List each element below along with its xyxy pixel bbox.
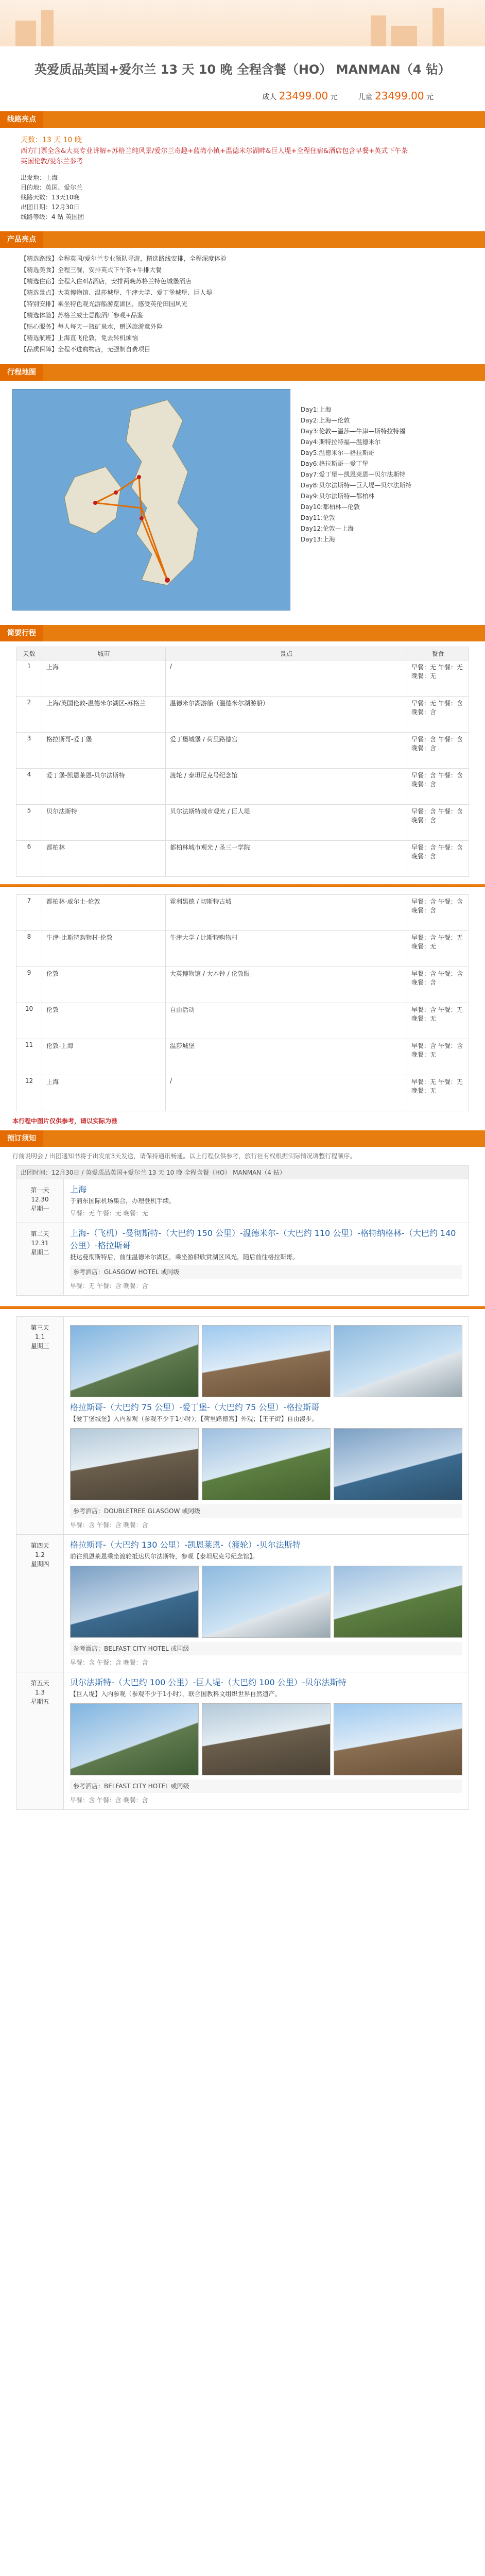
day-row xyxy=(16,1179,469,1223)
day-hotel: 参考酒店：BELFAST CITY HOTEL 或同级 xyxy=(70,1642,462,1655)
cell-city: 贝尔法斯特 xyxy=(42,805,166,841)
intro-bar xyxy=(0,111,485,128)
photo-row xyxy=(70,1325,462,1397)
table-row xyxy=(16,733,469,769)
cell-city: 伦敦-上海 xyxy=(42,1039,166,1075)
feature-item: 【品质保障】全程不进购物店，无强制自费项目 xyxy=(21,346,151,353)
feature-item: 【精选美食】全程三餐，安排英式下午茶+牛排大餐 xyxy=(21,266,162,274)
day-hotel: 参考酒店：BELFAST CITY HOTEL 或同级 xyxy=(70,1780,462,1793)
day-hotel: 参考酒店：GLASGOW HOTEL 或同级 xyxy=(70,1265,462,1279)
table-row xyxy=(16,1075,469,1111)
table-row xyxy=(16,697,469,733)
map-bar xyxy=(0,364,485,381)
map-legend-item: Day13:上海 xyxy=(301,536,336,543)
info-line: 出发地：上海 xyxy=(21,174,58,181)
intro-highlight-line: 英国伦敦/爱尔兰参考 xyxy=(21,158,83,165)
info-line: 目的地：英国、爱尔兰 xyxy=(21,184,83,191)
info-line: 线路等级：4 钻 英国团 xyxy=(21,213,84,221)
day-label: 第一天 12.30 星期一 xyxy=(16,1179,64,1223)
cell-meals: 早餐：含 午餐：无 晚餐：无 xyxy=(407,931,469,967)
intro-tag: 线路亮点 xyxy=(0,111,43,128)
cell-city: 伦敦 xyxy=(42,967,166,1003)
cell-spots: 自由活动 xyxy=(166,1003,407,1039)
cell-day: 2 xyxy=(16,697,42,733)
table-row xyxy=(16,660,469,697)
map-legend xyxy=(301,404,411,545)
schedule-table xyxy=(16,647,469,877)
cell-day: 6 xyxy=(16,841,42,877)
cell-city: 上海/英国伦敦-温德米尔湖区-苏格兰 xyxy=(42,697,166,733)
cell-meals: 早餐：无 午餐：无 晚餐：无 xyxy=(407,660,469,697)
cell-meals: 早餐：含 午餐：含 晚餐：含 xyxy=(407,895,469,931)
cell-spots: 温莎城堡 xyxy=(166,1039,407,1075)
cell-meals: 早餐：含 午餐：含 晚餐：无 xyxy=(407,1039,469,1075)
cell-city: 格拉斯哥-爱丁堡 xyxy=(42,733,166,769)
map-legend-item: Day2:上海—伦敦 xyxy=(301,417,350,424)
day-route: 格拉斯哥-（大巴约 75 公里）-爱丁堡-（大巴约 75 公里）-格拉斯哥 xyxy=(70,1402,320,1412)
info-line: 出团日期：12月30日 xyxy=(21,204,80,211)
cell-day: 5 xyxy=(16,805,42,841)
day-route: 格拉斯哥-（大巴约 130 公里）-凯恩莱恩-（渡轮）-贝尔法斯特 xyxy=(70,1540,301,1550)
divider-bar xyxy=(0,884,485,887)
photo-disclaimer: 本行程中图片仅供参考，请以实际为准 xyxy=(12,1117,118,1125)
cell-meals: 早餐：无 午餐：含 晚餐：含 xyxy=(407,697,469,733)
cell-meals: 早餐：含 午餐：含 晚餐：含 xyxy=(407,967,469,1003)
schedule-table-continued xyxy=(16,894,469,1111)
map-legend-item: Day6:格拉斯哥—爱丁堡 xyxy=(301,460,369,467)
col-header: 景点 xyxy=(166,647,407,660)
cell-meals: 早餐：含 午餐：含 晚餐：含 xyxy=(407,805,469,841)
map-legend-item: Day10:都柏林—伦敦 xyxy=(301,503,360,511)
adult-price xyxy=(262,90,337,102)
table-row xyxy=(16,931,469,967)
notice-tag: 预订须知 xyxy=(0,1130,43,1147)
day-meals: 早餐：含 午餐：含 晚餐：含 xyxy=(70,1521,148,1529)
day-text: 【爱丁堡城堡】入内参观（参观不少于1小时）；【荷里路德宫】外观；【王子街】自由漫步。 xyxy=(70,1415,318,1422)
adult-price-unit: 元 xyxy=(330,93,338,101)
cell-spots: 爱丁堡城堡 / 荷里路德宫 xyxy=(166,733,407,769)
day-text: 抵达曼彻斯特后，前往温德米尔湖区，乘坐游船欣赏湖区风光，随后前往格拉斯哥。 xyxy=(70,1253,299,1261)
photo-row xyxy=(70,1703,462,1775)
map-legend-item: Day1:上海 xyxy=(301,406,332,413)
day-hotel: 参考酒店：DOUBLETREE GLASGOW 或同级 xyxy=(70,1504,462,1518)
cell-day: 8 xyxy=(16,931,42,967)
table-row xyxy=(16,1039,469,1075)
day-meals: 早餐：含 午餐：含 晚餐：含 xyxy=(70,1659,148,1666)
cell-city: 都柏林 xyxy=(42,841,166,877)
cell-spots: 都柏林城市观光 / 圣三一学院 xyxy=(166,841,407,877)
day-body xyxy=(64,1317,469,1534)
scenery-photo xyxy=(334,1703,462,1775)
map-tag: 行程地图 xyxy=(0,364,43,381)
cell-spots: 霍利黑德 / 切斯特古城 xyxy=(166,895,407,931)
cell-day: 10 xyxy=(16,1003,42,1039)
notice-bar xyxy=(0,1130,485,1147)
scenery-photo xyxy=(202,1428,331,1500)
day-text: 前往凯恩莱恩乘坐渡轮抵达贝尔法斯特，参观【泰坦尼克号纪念馆】。 xyxy=(70,1553,259,1560)
itinerary-panel xyxy=(16,1165,469,1296)
itinerary-panel-2 xyxy=(16,1316,469,1810)
day-meals: 早餐：含 午餐：含 晚餐：含 xyxy=(70,1797,148,1804)
cell-spots: 温德米尔湖游船（温德米尔湖游船） xyxy=(166,697,407,733)
feature-list xyxy=(21,253,464,355)
table-row xyxy=(16,769,469,805)
divider-bar xyxy=(0,1306,485,1309)
table-row xyxy=(16,967,469,1003)
table-row xyxy=(16,1003,469,1039)
scenery-photo xyxy=(70,1428,199,1500)
cell-city: 上海 xyxy=(42,660,166,697)
map-section xyxy=(12,389,485,616)
cell-spots: / xyxy=(166,1075,407,1111)
price-row xyxy=(0,78,485,102)
day-label: 第三天 1.1 星期三 xyxy=(16,1317,64,1534)
day-route: 贝尔法斯特-（大巴约 100 公里）-巨人堤-（大巴约 100 公里）-贝尔法斯特 xyxy=(70,1677,347,1687)
day-row xyxy=(16,1534,469,1672)
map-legend-item: Day12:伦敦—上海 xyxy=(301,525,354,532)
photo-row xyxy=(70,1566,462,1638)
scenery-photo xyxy=(202,1325,331,1397)
day-row xyxy=(16,1317,469,1534)
table-row xyxy=(16,895,469,931)
table-row xyxy=(16,805,469,841)
cell-day: 9 xyxy=(16,967,42,1003)
intro-days: 天数：13 天 10 晚 xyxy=(21,136,82,144)
cell-spots: 贝尔法斯特城市观光 / 巨人堤 xyxy=(166,805,407,841)
info-line: 线路天数：13天10晚 xyxy=(21,194,80,201)
day-row xyxy=(16,1672,469,1809)
scenery-photo xyxy=(70,1703,199,1775)
table-row xyxy=(16,841,469,877)
page-title: 英爱质品英国+爱尔兰 13 天 10 晚 全程含餐（HO） MANMAN（4 钻） xyxy=(34,62,451,77)
map-legend-item: Day5:温德米尔—格拉斯哥 xyxy=(301,449,375,456)
day-body xyxy=(64,1535,469,1672)
feature-item: 【精选体验】苏格兰威士忌酿酒厂参观+品鉴 xyxy=(21,312,144,319)
cell-spots: 牛津大学 / 比斯特购物村 xyxy=(166,931,407,967)
day-route: 上海 xyxy=(70,1184,87,1194)
map-legend-item: Day4:斯特拉特福—温德米尔 xyxy=(301,438,381,446)
cell-meals: 早餐：含 午餐：无 晚餐：无 xyxy=(407,1003,469,1039)
feature-item: 【精选住宿】全程入住4钻酒店，安排两晚苏格兰特色城堡酒店 xyxy=(21,278,192,285)
route-map[interactable] xyxy=(12,389,290,611)
day-meals: 早餐：无 午餐：含 晚餐：含 xyxy=(70,1282,148,1290)
scenery-photo xyxy=(334,1428,462,1500)
intro-box xyxy=(21,134,464,222)
cell-city: 伦敦 xyxy=(42,1003,166,1039)
cell-day: 11 xyxy=(16,1039,42,1075)
cell-day: 3 xyxy=(16,733,42,769)
day-body xyxy=(64,1672,469,1809)
day-route: 上海-（飞机）-曼彻斯特-（大巴约 150 公里）-温德米尔-（大巴约 110 公里）-格特纳格林-（大巴约 140 公里）-格拉斯哥 xyxy=(70,1228,456,1250)
map-legend-item: Day9:贝尔法斯特—都柏林 xyxy=(301,493,375,500)
col-header: 城市 xyxy=(42,647,166,660)
day-text: 于浦东国际机场集合，办理登机手续。 xyxy=(70,1197,176,1205)
map-legend-item: Day8:贝尔法斯特—巨人堤—贝尔法斯特 xyxy=(301,482,412,489)
child-price-unit: 元 xyxy=(426,93,434,101)
day-row xyxy=(16,1223,469,1295)
child-price-label: 儿童 xyxy=(358,93,373,101)
adult-price-label: 成人 xyxy=(262,93,277,101)
cell-meals: 早餐：含 午餐：含 晚餐：含 xyxy=(407,769,469,805)
day-body xyxy=(64,1179,469,1223)
adult-price-value: 23499.00 xyxy=(279,90,328,102)
scenery-photo xyxy=(202,1566,331,1638)
scenery-photo xyxy=(334,1325,462,1397)
features-bar xyxy=(0,231,485,248)
cell-day: 12 xyxy=(16,1075,42,1111)
scenery-photo xyxy=(202,1703,331,1775)
intro-highlights xyxy=(21,146,464,167)
cell-day: 1 xyxy=(16,660,42,697)
cell-meals: 早餐：含 午餐：含 晚餐：含 xyxy=(407,841,469,877)
skyline-banner xyxy=(0,0,485,46)
map-legend-item: Day11:伦敦 xyxy=(301,514,336,521)
child-price xyxy=(358,90,434,102)
features-tag: 产品亮点 xyxy=(0,231,43,248)
feature-item: 【贴心服务】每人每天一瓶矿泉水，赠送旅游意外险 xyxy=(21,323,163,330)
photo-row xyxy=(70,1428,462,1500)
day-meals: 早餐：无 午餐：无 晚餐：无 xyxy=(70,1210,148,1217)
cell-city: 上海 xyxy=(42,1075,166,1111)
cell-spots: 大英博物馆 / 大本钟 / 伦敦眼 xyxy=(166,967,407,1003)
scenery-photo xyxy=(70,1325,199,1397)
schedule-tag: 简要行程 xyxy=(0,625,43,641)
scenery-photo xyxy=(70,1566,199,1638)
col-header: 天数 xyxy=(16,647,42,660)
cell-city: 爱丁堡-凯恩莱恩-贝尔法斯特 xyxy=(42,769,166,805)
feature-item: 【精选路线】全程英国/爱尔兰专业领队导游，精选路线安排，全程深度体验 xyxy=(21,255,227,262)
schedule-bar xyxy=(0,625,485,641)
day-label: 第五天 1.3 星期五 xyxy=(16,1672,64,1809)
map-legend-item: Day3:伦敦—温莎—牛津—斯特拉特福 xyxy=(301,428,406,435)
col-header: 餐食 xyxy=(407,647,469,660)
itinerary-head: 出团时间：12月30日 / 英爱质品英国+爱尔兰 13 天 10 晚 全程含餐（HO） MANMAN（4 钻） xyxy=(16,1166,469,1179)
booking-notice: 行前说明会 / 出团通知书将于出发前3天发送，请保持通讯畅通。以上行程仅供参考，旅行社有权根据实际情况调整行程顺序。 xyxy=(12,1153,356,1160)
map-legend-item: Day7:爱丁堡—凯恩莱恩—贝尔法斯特 xyxy=(301,471,406,478)
cell-day: 7 xyxy=(16,895,42,931)
feature-item: 【精选航班】上海直飞伦敦，免去转机烦恼 xyxy=(21,334,138,342)
trip-info xyxy=(21,173,464,222)
cell-spots: / xyxy=(166,660,407,697)
cell-spots: 渡轮 / 泰坦尼克号纪念馆 xyxy=(166,769,407,805)
cell-city: 牛津-比斯特购物村-伦敦 xyxy=(42,931,166,967)
child-price-value: 23499.00 xyxy=(375,90,424,102)
day-label: 第四天 1.2 星期四 xyxy=(16,1535,64,1672)
intro-highlight-line: 西方门票全含&大英专业讲解+苏格兰纯风景/爱尔兰奇趣+蓝湾小镇+温德米尔湖畔&巨人堤+全程住宿&酒店包含早餐+英式下午茶 xyxy=(21,147,408,155)
cell-day: 4 xyxy=(16,769,42,805)
cell-city: 都柏林-威尔士-伦敦 xyxy=(42,895,166,931)
scenery-photo xyxy=(334,1566,462,1638)
feature-item: 【特别安排】乘坐特色观光游船游览湖区，感受英伦田园风光 xyxy=(21,300,188,308)
day-body xyxy=(64,1223,469,1295)
map-illustration xyxy=(13,389,290,611)
cell-meals: 早餐：无 午餐：无 晚餐：无 xyxy=(407,1075,469,1111)
feature-item: 【精选景点】大英博物馆、温莎城堡、牛津大学、爱丁堡城堡、巨人堤 xyxy=(21,289,213,296)
cell-meals: 早餐：含 午餐：含 晚餐：含 xyxy=(407,733,469,769)
day-text: 【巨人堤】入内参观（参观不少于1小时），联合国教科文组织世界自然遗产。 xyxy=(70,1690,281,1698)
day-label: 第二天 12.31 星期二 xyxy=(16,1223,64,1295)
